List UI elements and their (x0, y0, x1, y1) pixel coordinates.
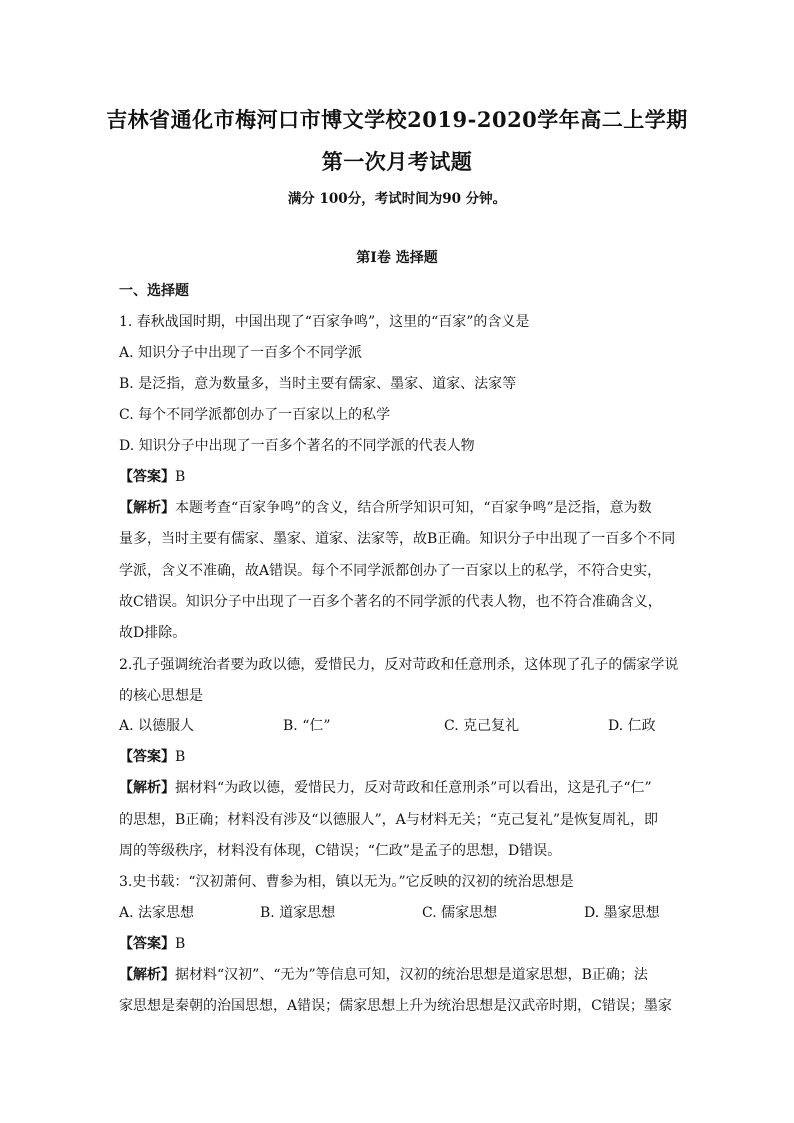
question-1-option-c: C. 每个不同学派都创办了一百家以上的私学 (119, 407, 391, 423)
question-1-analysis-line (119, 498, 652, 518)
question-1-option-a: A. 知识分子中出现了一百多个不同学派 (119, 345, 363, 361)
question-3-stem: 3.史书载：“汉初萧何、曹参为相，镇以无为。”它反映的汉初的统治思想是 (119, 874, 574, 890)
question-2-option-c: C. 克己复礼 (444, 718, 520, 734)
question-3-option-b: B. 道家思想 (260, 905, 336, 921)
question-1-option-d: D. 知识分子中出现了一百多个著名的不同学派的代表人物 (119, 438, 475, 454)
question-2-stem-line: 的核心思想是 (119, 688, 203, 704)
question-1-stem: 1. 春秋战国时期，中国出现了“百家争鸣”，这里的“百家”的含义是 (119, 314, 530, 330)
question-3-analysis-line: 家思想是秦朝的治国思想，A错误；儒家思想上升为统治思想是汉武帝时期，C错误；墨家 (119, 998, 672, 1014)
answer-label: 【答案】 (119, 936, 175, 952)
analysis-text: 据材料“汉初”、“无为”等信息可知，汉初的统治思想是道家思想，B正确；法 (175, 967, 648, 983)
document-title-line2: 第一次月考试题 (321, 149, 473, 174)
answer-value: B (175, 749, 186, 765)
question-1-option-b: B. 是泛指，意为数量多，当时主要有儒家、墨家、道家、法家等 (119, 376, 517, 392)
answer-label: 【答案】 (119, 749, 175, 765)
question-1-analysis-line: 量多，当时主要有儒家、墨家、道家、法家等，故B正确。知识分子中出现了一百多个不同 (119, 531, 676, 547)
exam-info: 满分 100分，考试时间为90 分钟。 (287, 191, 507, 207)
question-2-option-d: D. 仁政 (608, 718, 656, 734)
question-2-analysis-line: 的思想，B正确；材料没有涉及“以德服人”，A与材料无关；“克己复礼”是恢复周礼，即 (119, 812, 659, 828)
question-2-answer (119, 747, 185, 767)
answer-value: B (175, 469, 186, 485)
question-2-analysis-line: 周的等级秩序，材料没有体现，C错误；“仁政”是孟子的思想，D错误。 (119, 843, 562, 859)
analysis-text: 本题考查“百家争鸣”的含义，结合所学知识可知，“百家争鸣”是泛指，意为数 (175, 500, 652, 516)
document-title-line1: 吉林省通化市梅河口市博文学校2019-2020学年高二上学期 (106, 107, 688, 132)
section-heading: 第Ⅰ卷 选择题 (356, 250, 438, 266)
question-2-option-b: B. “仁” (283, 718, 331, 734)
answer-value: B (175, 936, 186, 952)
analysis-label: 【解析】 (119, 500, 175, 516)
question-1-analysis-line: 学派，含义不准确，故A错误。每个不同学派都创办了一百家以上的私学，不符合史实， (119, 563, 662, 579)
answer-label: 【答案】 (119, 469, 175, 485)
question-3-option-d: D. 墨家思想 (584, 905, 660, 921)
analysis-label: 【解析】 (119, 967, 175, 983)
question-3-option-a: A. 法家思想 (119, 905, 195, 921)
question-1-analysis-line: 故D排除。 (119, 625, 187, 641)
question-3-option-c: C. 儒家思想 (422, 905, 498, 921)
question-1-analysis-line: 故C错误。知识分子中出现了一百多个著名的不同学派的代表人物，也不符合准确含义， (119, 594, 662, 610)
analysis-text: 据材料“为政以德，爱惜民力，反对苛政和任意刑杀”可以看出，这是孔子“仁” (175, 780, 652, 796)
analysis-label: 【解析】 (119, 780, 175, 796)
question-2-analysis-line (119, 778, 652, 798)
question-2-stem-line: 2.孔子强调统治者要为政以德，爱惜民力，反对苛政和任意刑杀，这体现了孔子的儒家学说 (119, 657, 679, 673)
question-3-answer (119, 934, 185, 954)
question-3-analysis-line (119, 965, 648, 985)
question-1-answer (119, 467, 185, 487)
question-2-option-a: A. 以德服人 (119, 718, 195, 734)
part-heading: 一、选择题 (119, 283, 189, 299)
